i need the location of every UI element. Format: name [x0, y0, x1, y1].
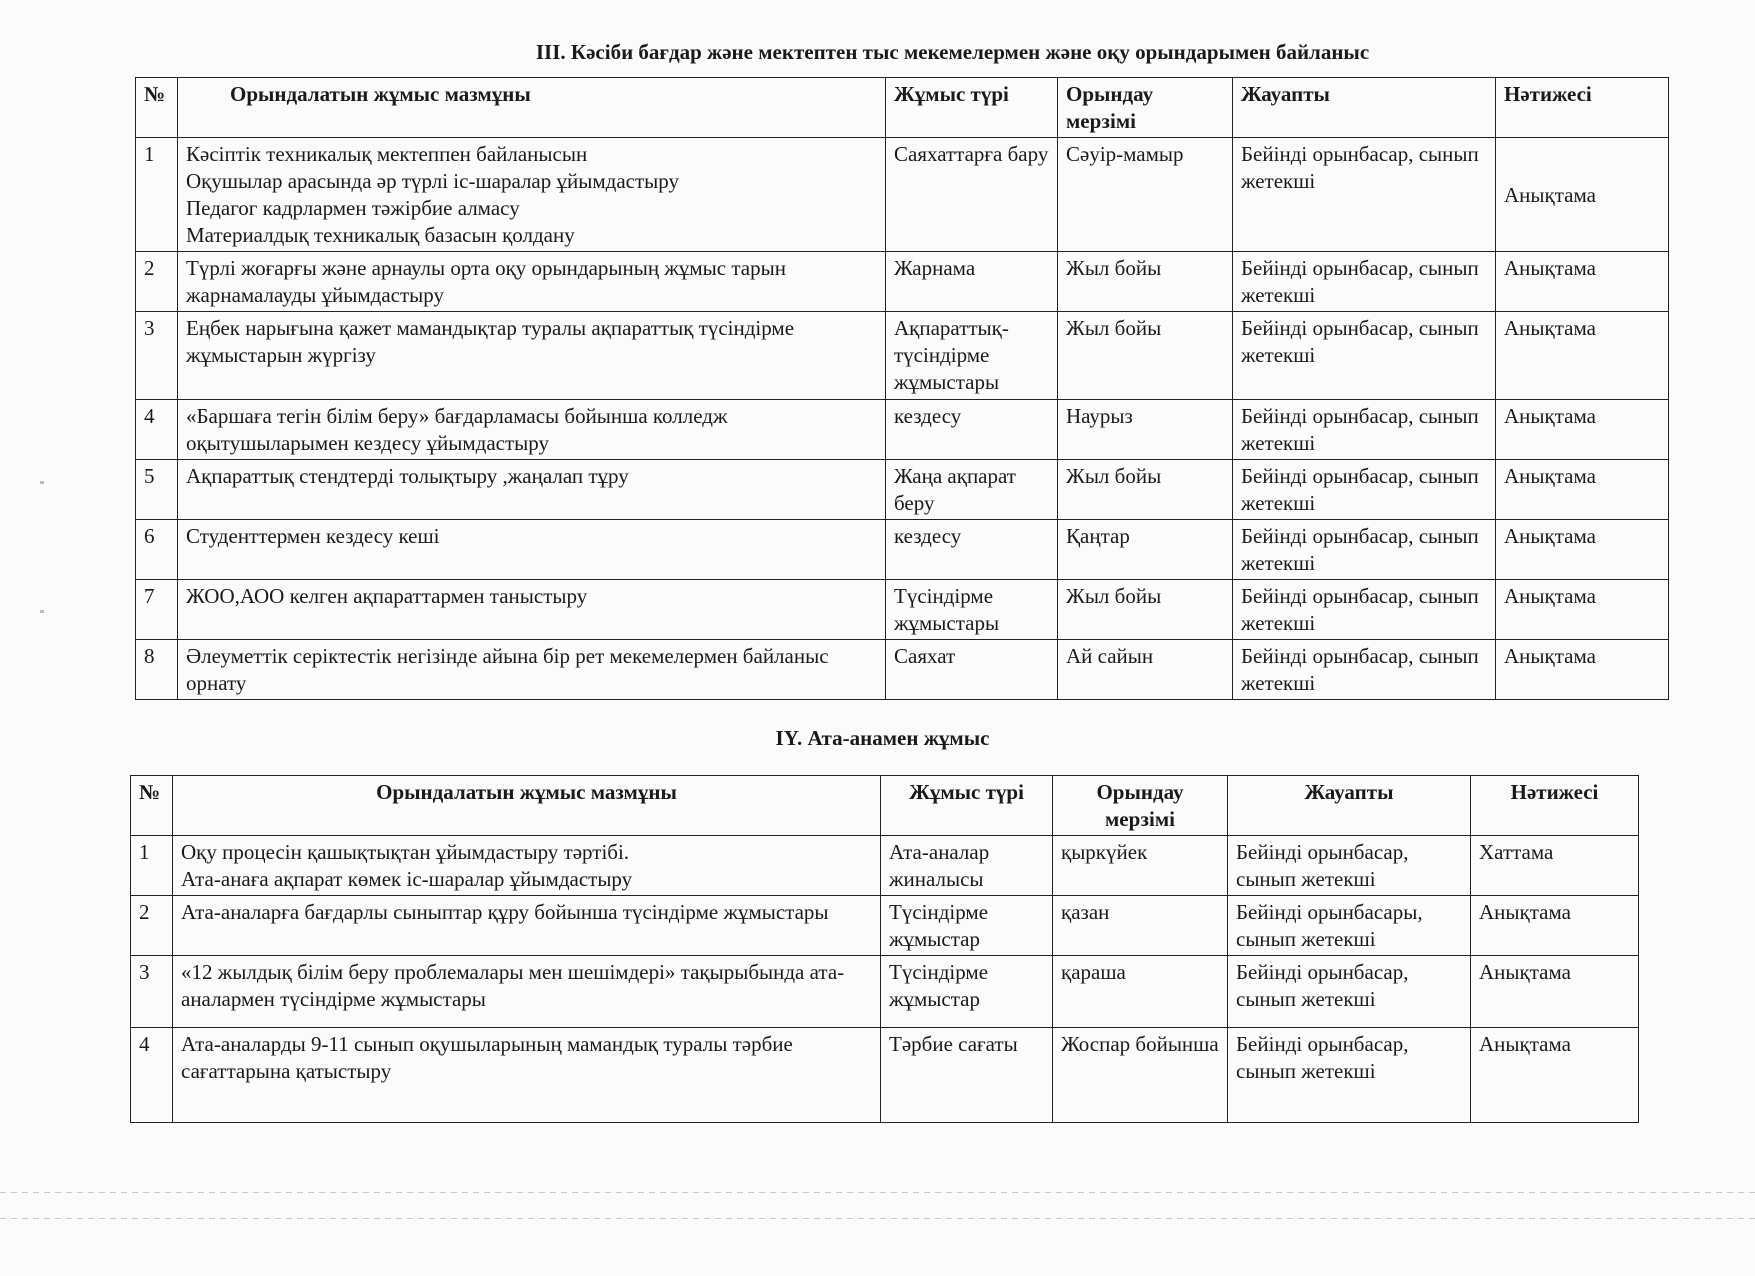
- row-deadline: Наурыз: [1058, 400, 1233, 460]
- row-number: 3: [131, 956, 173, 1028]
- row-deadline: Жыл бойы: [1058, 252, 1233, 312]
- row-work-type: Жаңа ақпарат беру: [886, 460, 1058, 520]
- row-work-type: Жарнама: [886, 252, 1058, 312]
- header-result: Нәтижесі: [1471, 776, 1639, 836]
- row-work-type: Түсіндірме жұмыстары: [886, 580, 1058, 640]
- row-deadline: Ай сайын: [1058, 640, 1233, 700]
- table-row: [136, 400, 1669, 460]
- section-4-rows: [131, 836, 1639, 1123]
- row-content: [178, 138, 886, 252]
- header-content: Орындалатын жұмыс мазмұны: [173, 776, 881, 836]
- row-content: [178, 580, 886, 640]
- table-row: [131, 836, 1639, 896]
- row-deadline: Жоспар бойынша: [1053, 1028, 1228, 1123]
- row-content-line: «Баршаға тегін білім беру» бағдарламасы бойынша колледж оқытушыларымен кездесу ұйымдастыру: [186, 404, 728, 455]
- row-result: Анықтама: [1496, 400, 1669, 460]
- row-content-line: Оқу процесін қашықтықтан ұйымдастыру тәртібі.: [181, 840, 630, 864]
- row-work-type: Түсіндірме жұмыстар: [881, 896, 1053, 956]
- row-content: [178, 400, 886, 460]
- header-result: Нәтижесі: [1496, 78, 1669, 138]
- header-content: Орындалатын жұмыс мазмұны: [178, 78, 886, 138]
- row-number: 5: [136, 460, 178, 520]
- header-num: №: [136, 78, 178, 138]
- row-deadline: Жыл бойы: [1058, 460, 1233, 520]
- row-deadline: қазан: [1053, 896, 1228, 956]
- table-row: [131, 956, 1639, 1028]
- row-content-line: Түрлі жоғарғы және арнаулы орта оқу орындарының жұмыс тарын жарнамалауды ұйымдастыру: [186, 256, 786, 307]
- table-header-row: [131, 776, 1639, 836]
- row-responsible: Бейінді орынбасар, сынып жетекші: [1228, 1028, 1471, 1123]
- section-3-title: III. Кәсіби бағдар және мектептен тыс мекемелермен және оқу орындарымен байланыс: [535, 40, 1370, 64]
- row-number: 4: [136, 400, 178, 460]
- table-row: [136, 138, 1669, 252]
- section-3-table: [135, 77, 1669, 700]
- header-type: Жұмыс түрі: [886, 78, 1058, 138]
- row-number: 6: [136, 520, 178, 580]
- row-result: Анықтама: [1496, 138, 1669, 252]
- row-content: [178, 520, 886, 580]
- section-4-table: [130, 775, 1639, 1123]
- row-content-line: Оқушылар арасында әр түрлі іс-шаралар ұйымдастыру: [186, 169, 679, 193]
- row-work-type: кездесу: [886, 400, 1058, 460]
- scan-artifact-dot: [40, 610, 44, 613]
- row-result: Анықтама: [1496, 312, 1669, 400]
- header-responsible: Жауапты: [1233, 78, 1496, 138]
- row-result: Анықтама: [1496, 520, 1669, 580]
- row-responsible: Бейінді орынбасар, сынып жетекші: [1233, 460, 1496, 520]
- table-row: [136, 312, 1669, 400]
- row-deadline: Қаңтар: [1058, 520, 1233, 580]
- row-content: [178, 460, 886, 520]
- row-content-line: Ата-аналарды 9-11 сынып оқушыларының мамандық туралы тәрбие сағаттарына қатыстыру: [181, 1032, 793, 1083]
- row-number: 4: [131, 1028, 173, 1123]
- table-header-row: [136, 78, 1669, 138]
- header-responsible: Жауапты: [1228, 776, 1471, 836]
- row-number: 2: [131, 896, 173, 956]
- row-number: 1: [131, 836, 173, 896]
- row-work-type: Саяхат: [886, 640, 1058, 700]
- row-number: 1: [136, 138, 178, 252]
- table-row: [136, 460, 1669, 520]
- scan-artifact-line: [0, 1192, 1755, 1193]
- row-responsible: Бейінді орынбасар, сынып жетекші: [1233, 640, 1496, 700]
- row-deadline: Сәуір-мамыр: [1058, 138, 1233, 252]
- row-content: [178, 640, 886, 700]
- row-content-line: Ата-аналарға бағдарлы сыныптар құру бойынша түсіндірме жұмыстары: [181, 900, 829, 924]
- row-work-type: Ақпараттық-түсіндірме жұмыстары: [886, 312, 1058, 400]
- table-row: [136, 520, 1669, 580]
- row-responsible: Бейінді орынбасар, сынып жетекші: [1228, 836, 1471, 896]
- table-row: [131, 896, 1639, 956]
- row-content: [178, 252, 886, 312]
- row-responsible: Бейінді орынбасар, сынып жетекші: [1233, 252, 1496, 312]
- section-3-rows: [136, 138, 1669, 700]
- row-responsible: Бейінді орынбасар, сынып жетекші: [1233, 138, 1496, 252]
- row-content-line: Педагог кадрлармен тәжірбие алмасу: [186, 196, 520, 220]
- row-content: [173, 836, 881, 896]
- row-content-line: «12 жылдық білім беру проблемалары мен шешімдері» тақырыбында ата-аналармен түсіндірме жұмыстары: [181, 960, 845, 1011]
- row-result: Анықтама: [1496, 580, 1669, 640]
- row-deadline: қараша: [1053, 956, 1228, 1028]
- row-work-type: Түсіндірме жұмыстар: [881, 956, 1053, 1028]
- row-content: [173, 956, 881, 1028]
- header-type: Жұмыс түрі: [881, 776, 1053, 836]
- row-content-line: Кәсіптік техникалық мектеппен байланысын: [186, 142, 588, 166]
- row-content-line: Еңбек нарығына қажет мамандықтар туралы ақпараттық түсіндірме жұмыстарын жүргізу: [186, 316, 795, 367]
- row-result: Хаттама: [1471, 836, 1639, 896]
- row-content: [173, 1028, 881, 1123]
- header-deadline: Орындау мерзімі: [1058, 78, 1233, 138]
- header-deadline: Орындау мерзімі: [1053, 776, 1228, 836]
- row-content-line: Әлеуметтік серіктестік негізінде айына бір рет мекемелермен байланыс орнату: [186, 644, 829, 695]
- row-work-type: Саяхаттарға бару: [886, 138, 1058, 252]
- row-content-line: ЖОО,АОО келген ақпараттармен таныстыру: [186, 584, 588, 608]
- row-result: Анықтама: [1471, 956, 1639, 1028]
- row-deadline: Жыл бойы: [1058, 580, 1233, 640]
- row-number: 8: [136, 640, 178, 700]
- scan-artifact-dot: [40, 481, 44, 484]
- row-number: 3: [136, 312, 178, 400]
- table-row: [136, 252, 1669, 312]
- row-content-line: Ақпараттық стендтерді толықтыру ,жаңалап тұру: [186, 464, 629, 488]
- header-num: №: [131, 776, 173, 836]
- row-result: Анықтама: [1496, 252, 1669, 312]
- row-content: [173, 896, 881, 956]
- row-responsible: Бейінді орынбасар, сынып жетекші: [1233, 400, 1496, 460]
- row-responsible: Бейінді орынбасары, сынып жетекші: [1228, 896, 1471, 956]
- row-work-type: Ата-аналар жиналысы: [881, 836, 1053, 896]
- section-4-title: IY. Ата-анамен жұмыс: [775, 726, 990, 750]
- row-result: Анықтама: [1471, 896, 1639, 956]
- row-work-type: Тәрбие сағаты: [881, 1028, 1053, 1123]
- row-result: Анықтама: [1496, 640, 1669, 700]
- row-responsible: Бейінді орынбасар, сынып жетекші: [1228, 956, 1471, 1028]
- row-deadline: қыркүйек: [1053, 836, 1228, 896]
- row-result: Анықтама: [1471, 1028, 1639, 1123]
- row-work-type: кездесу: [886, 520, 1058, 580]
- table-row: [136, 640, 1669, 700]
- table-row: [131, 1028, 1639, 1123]
- row-deadline: Жыл бойы: [1058, 312, 1233, 400]
- row-result: Анықтама: [1496, 460, 1669, 520]
- row-responsible: Бейінді орынбасар, сынып жетекші: [1233, 580, 1496, 640]
- row-content-line: Студенттермен кездесу кеші: [186, 524, 440, 548]
- row-content-line: Ата-анаға ақпарат көмек іс-шаралар ұйымдастыру: [181, 867, 633, 891]
- row-content-line: Материалдық техникалық базасын қолдану: [186, 223, 575, 247]
- row-responsible: Бейінді орынбасар, сынып жетекші: [1233, 312, 1496, 400]
- row-number: 2: [136, 252, 178, 312]
- row-responsible: Бейінді орынбасар, сынып жетекші: [1233, 520, 1496, 580]
- row-number: 7: [136, 580, 178, 640]
- table-row: [136, 580, 1669, 640]
- scan-artifact-line: [0, 1218, 1755, 1219]
- row-content: [178, 312, 886, 400]
